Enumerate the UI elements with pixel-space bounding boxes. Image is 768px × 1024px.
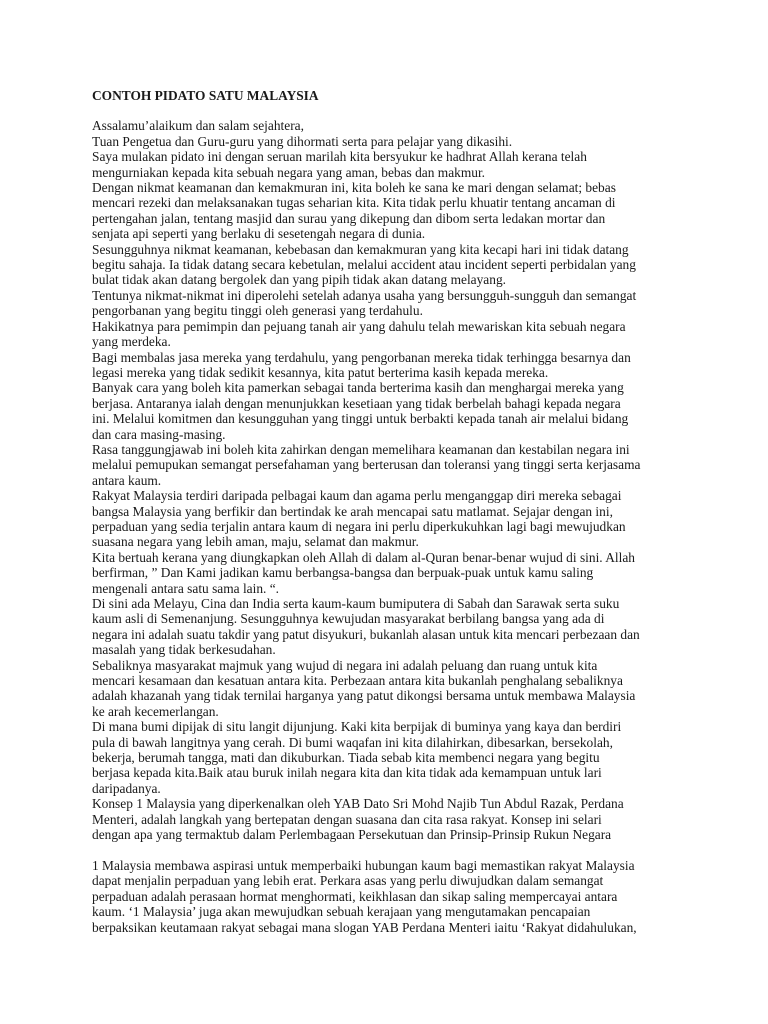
text-line: mencari rezeki dan melaksanakan tugas seharian kita. Kita tidak perlu khuatir tentang ancaman di xyxy=(92,195,616,211)
text-line: mencari kesamaan dan kesatuan antara kita. Perbezaan antara kita bukanlah penghalang sebaliknya xyxy=(92,673,623,689)
text-line: bangsa Malaysia yang berfikir dan bertindak ke arah mencapai satu matlamat. Sejajar dengan ini, xyxy=(92,503,613,519)
text-line: adalah khazanah yang tidak ternilai harganya yang patut dikongsi bersama untuk membawa Malaysia xyxy=(92,688,636,704)
text-line: Dengan nikmat keamanan dan kemakmuran ini, kita boleh ke sana ke mari dengan selamat; bebas xyxy=(92,180,616,196)
text-line: berjasa kepada kita.Baik atau buruk inilah negara kita dan kita tidak ada kemampuan untuk lari xyxy=(92,765,602,781)
text-line: berfirman, ” Dan Kami jadikan kamu berbangsa-bangsa dan berpuak-puak untuk kamu saling xyxy=(92,565,594,581)
paragraph-gap xyxy=(92,843,692,858)
text-line: antara kaum. xyxy=(92,472,162,488)
text-line: pula di bawah langitnya yang cerah. Di bumi waqafan ini kita dilahirkan, dibesarkan, bersekolah, xyxy=(92,734,613,750)
text-line: perpaduan yang sedia terjalin antara kaum di negara ini perlu diperkukuhkan lagi bagi mewujudkan xyxy=(92,518,626,534)
text-line: yang merdeka. xyxy=(92,334,171,350)
text-line: kaum. ‘1 Malaysia’ juga akan mewujudkan sebuah kerajaan yang mengutamakan pencapaian xyxy=(92,904,591,920)
text-line: pertengahan jalan, tentang masjid dan surau yang dikepung dan dibom serta ledakan mortar dan xyxy=(92,210,606,226)
text-line: Bagi membalas jasa mereka yang terdahulu, yang pengorbanan mereka tidak terhingga besarnya dan xyxy=(92,349,631,365)
text-line: ke arah kecemerlangan. xyxy=(92,703,219,719)
text-line: dapat menjalin perpaduan yang lebih erat. Perkara asas yang perlu diwujudkan dalam semangat xyxy=(92,873,604,889)
document-body-continued xyxy=(92,858,692,935)
document-title: CONTOH PIDATO SATU MALAYSIA xyxy=(92,88,319,103)
text-line: bekerja, berumah tangga, mati dan dikuburkan. Tiada sebab kita membenci negara yang begitu xyxy=(92,750,600,766)
text-line: Rasa tanggungjawab ini boleh kita zahirkan dengan memelihara keamanan dan kestabilan negara ini xyxy=(92,441,630,457)
text-line: daripadanya. xyxy=(92,780,161,796)
text-line: negara ini adalah suatu takdir yang patut disyukuri, bukanlah alasan untuk kita mencari perbezaan dan xyxy=(92,626,640,642)
text-line: Tentunya nikmat-nikmat ini diperolehi setelah adanya usaha yang bersungguh-sungguh dan semangat xyxy=(92,287,637,303)
text-line: Rakyat Malaysia terdiri daripada pelbagai kaum dan agama perlu menganggap diri mereka sebagai xyxy=(92,488,622,504)
text-line: begitu sahaja. Ia tidak datang secara kebetulan, melalui accident atau incident seperti perbidalan yang xyxy=(92,257,636,273)
text-line: Di sini ada Melayu, Cina dan India serta kaum-kaum bumiputera di Sabah dan Sarawak serta suku xyxy=(92,596,620,611)
text-line: bulat tidak akan datang bergolek dan yang pipih tidak akan datang melayang. xyxy=(92,272,506,288)
text-line: ini. Melalui komitmen dan kesungguhan yang tinggi untuk berbakti kepada tanah air melalui bidang xyxy=(92,411,629,427)
text-line: legasi mereka yang tidak sedikit kesannya, kita patut berterima kasih kepada mereka. xyxy=(92,364,549,380)
text-line: kaum asli di Semenanjung. Sesungguhnya kewujudan masyarakat berbilang bangsa yang ada di xyxy=(92,611,605,627)
text-line: melalui pemupukan semangat persefahaman yang berterusan dan toleransi yang tinggi serta kerjasama xyxy=(92,457,641,473)
text-line: suasana negara yang lebih aman, maju, selamat dan makmur. xyxy=(92,534,419,550)
text-line: Sebaliknya masyarakat majmuk yang wujud di negara ini adalah peluang dan ruang untuk kita xyxy=(92,657,598,673)
text-line: berjasa. Antaranya ialah dengan menunjukkan kesetiaan yang tidak berbelah bahagi kepada negara xyxy=(92,395,621,411)
text-line: Menteri, adalah langkah yang bertepatan dengan suasana dan cita rasa rakyat. Konsep ini selari xyxy=(92,811,602,827)
text-line: mengenali antara satu sama lain. “. xyxy=(92,580,280,596)
text-line: Saya mulakan pidato ini dengan seruan marilah kita bersyukur ke hadhrat Allah kerana telah xyxy=(92,149,587,165)
text-line: dengan apa yang termaktub dalam Perlembagaan Persekutuan dan Prinsip-Prinsip Rukun Negara xyxy=(92,827,612,843)
text-line: perpaduan adalah perasaan hormat menghormati, keikhlasan dan sikap saling mempercayai antara xyxy=(92,888,618,904)
text-line: Sesungguhnya nikmat keamanan, kebebasan dan kemakmuran yang kita kecapi hari ini tidak datang xyxy=(92,241,629,257)
text-line: Di mana bumi dipijak di situ langit dijunjung. Kaki kita berpijak di buminya yang kaya dan berdiri xyxy=(92,719,622,735)
text-line: Kita bertuah kerana yang diungkapkan oleh Allah di dalam al-Quran benar-benar wujud di sini. Allah xyxy=(92,549,635,565)
text-line: senjata api seperti yang berlaku di sesetengah negara di dunia. xyxy=(92,226,426,242)
text-line: Tuan Pengetua dan Guru-guru yang dihormati serta para pelajar yang dikasihi. xyxy=(92,133,513,149)
text-line: Hakikatnya para pemimpin dan pejuang tanah air yang dahulu telah mewariskan kita sebuah negara xyxy=(92,318,626,334)
text-line: dan cara masing-masing. xyxy=(92,426,226,442)
text-line: masalah yang tidak berkesudahan. xyxy=(92,642,276,658)
text-line: berpaksikan keutamaan rakyat sebagai mana slogan YAB Perdana Menteri iaitu ‘Rakyat didahulukan, xyxy=(92,919,637,935)
text-line: pengorbanan yang begitu tinggi oleh generasi yang terdahulu. xyxy=(92,303,423,319)
text-line: Assalamu’alaikum dan salam sejahtera, xyxy=(92,118,304,134)
document-page xyxy=(92,88,692,935)
text-line: 1 Malaysia membawa aspirasi untuk memperbaiki hubungan kaum bagi memastikan rakyat Malaysia xyxy=(92,857,635,873)
text-line: Banyak cara yang boleh kita pamerkan sebagai tanda berterima kasih dan menghargai mereka yang xyxy=(92,380,624,396)
text-line: mengurniakan kepada kita sebuah negara yang aman, bebas dan makmur. xyxy=(92,164,486,180)
document-body xyxy=(92,118,692,842)
text-line: Konsep 1 Malaysia yang diperkenalkan oleh YAB Dato Sri Mohd Najib Tun Abdul Razak, Perdana xyxy=(92,796,624,812)
